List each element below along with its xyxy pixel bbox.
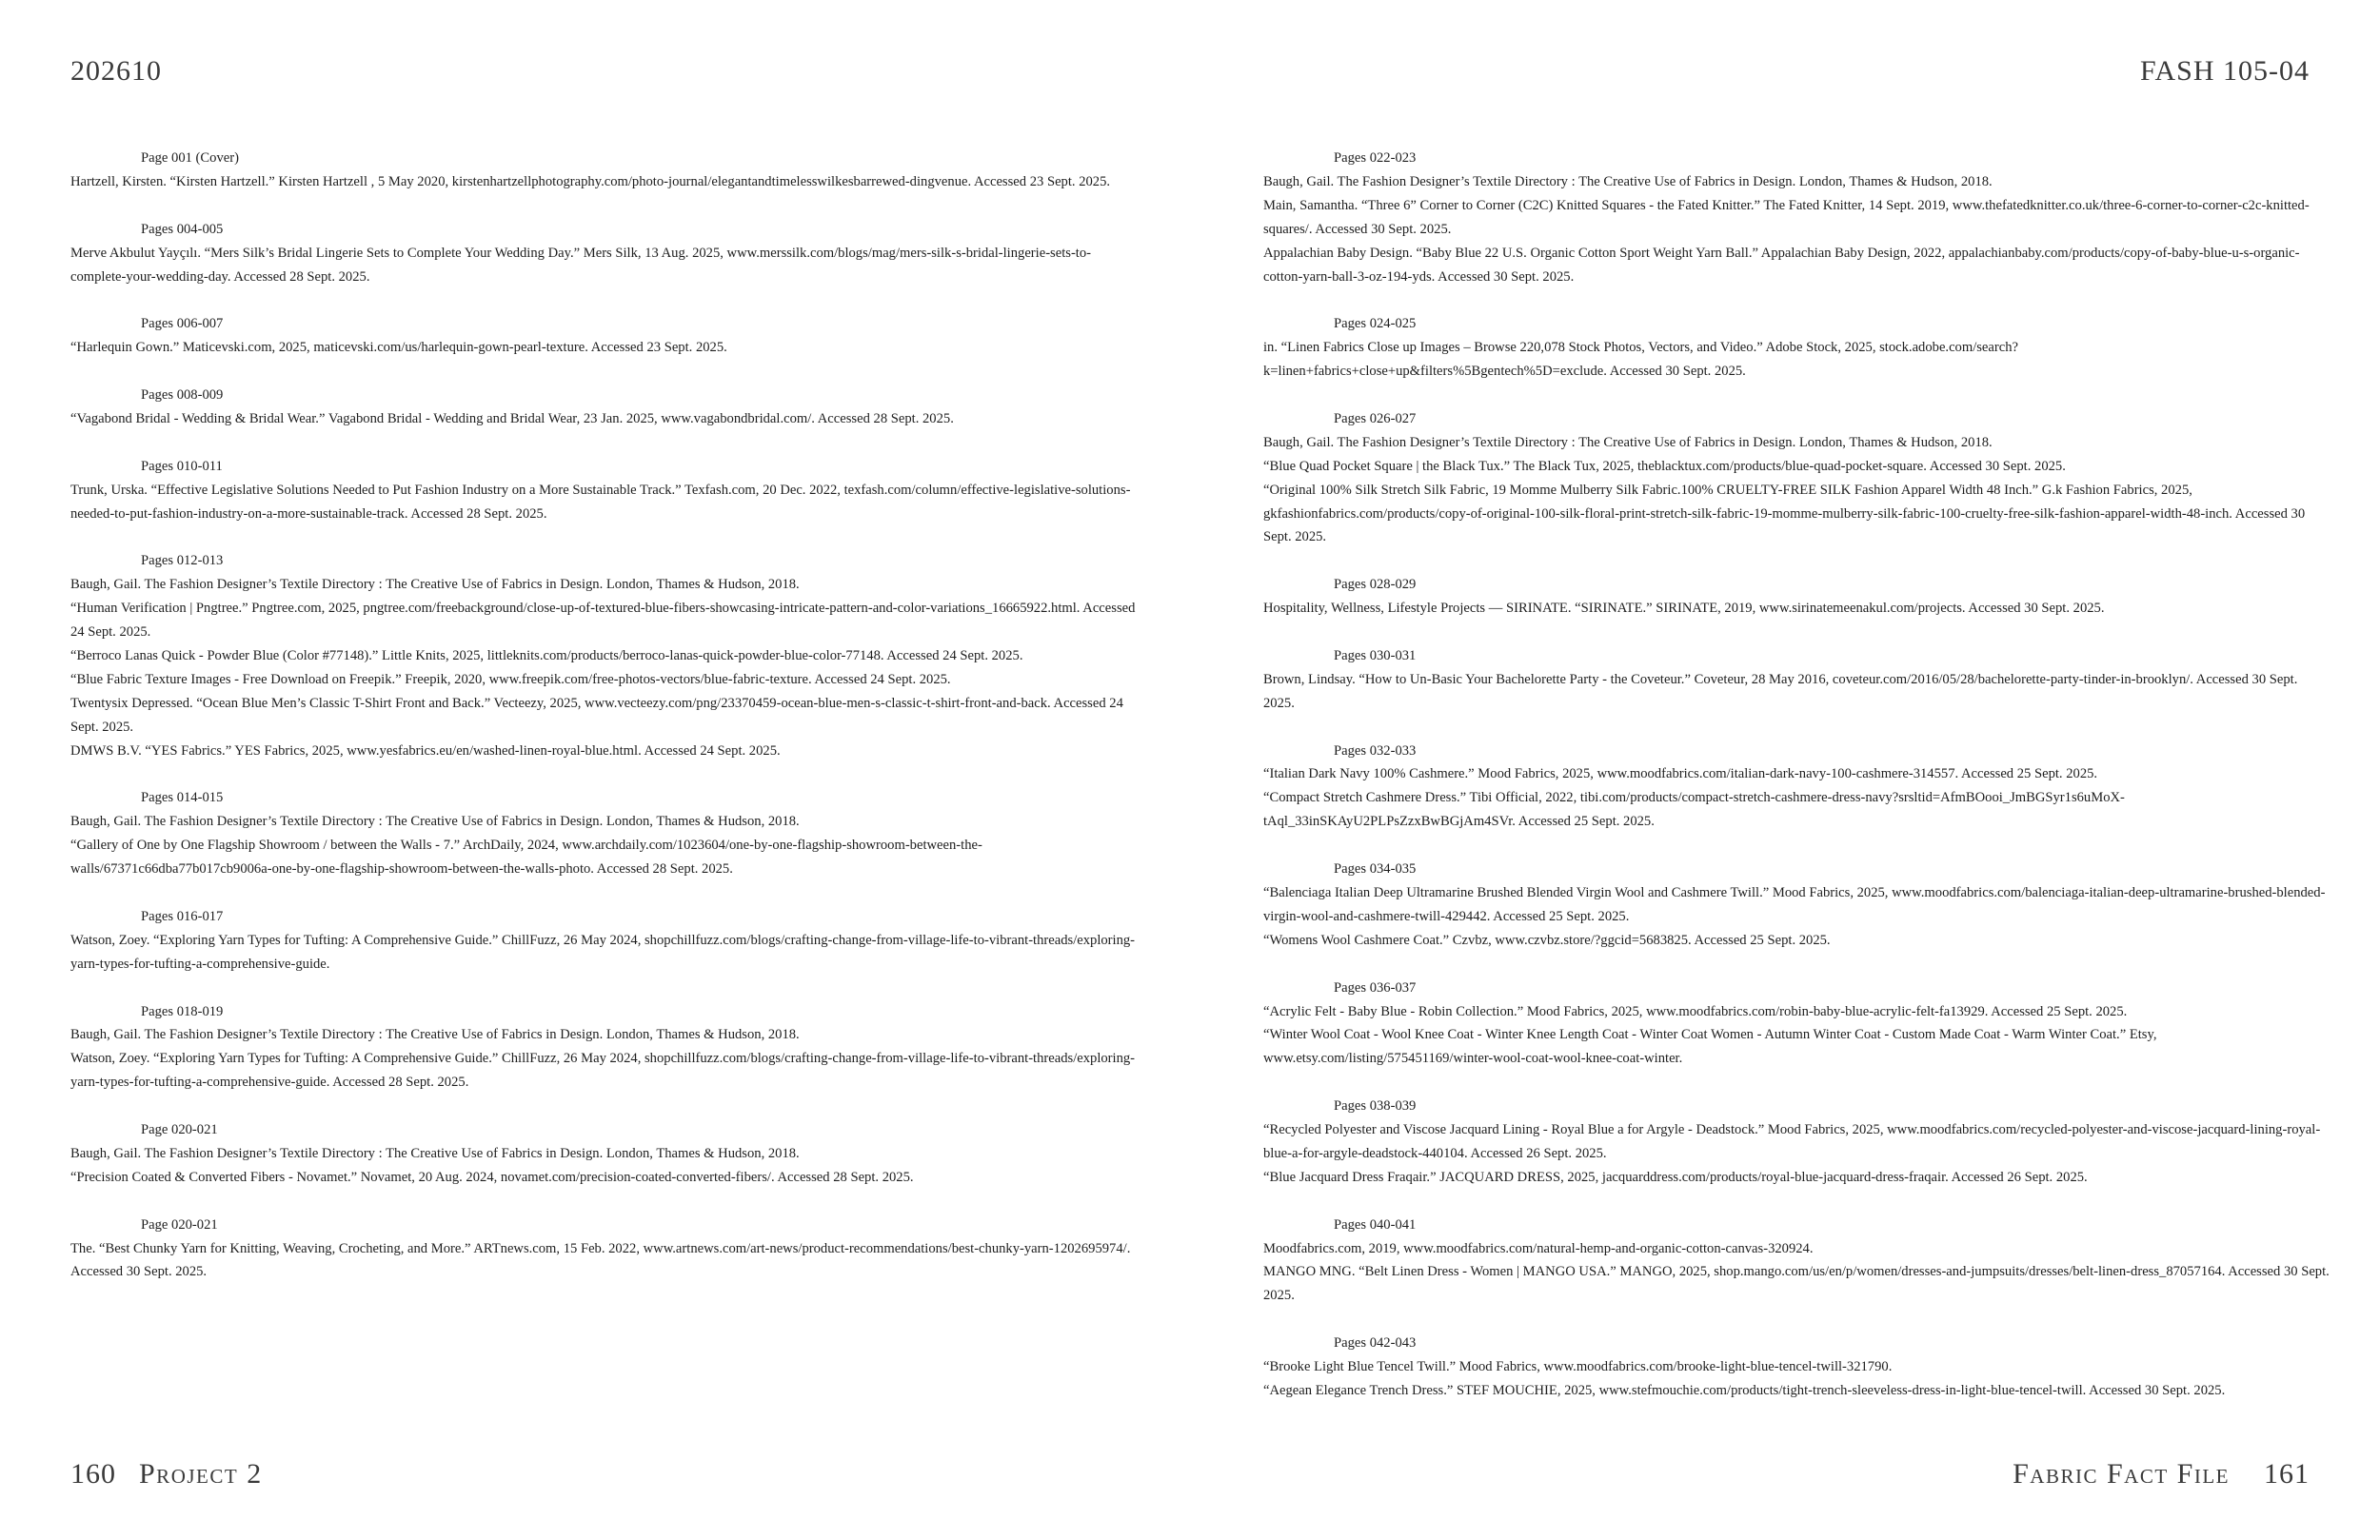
citation-group xyxy=(1263,1095,2330,1190)
document-title: Fabric Fact File xyxy=(2013,1458,2230,1490)
citation-entry: DMWS B.V. “YES Fabrics.” YES Fabrics, 2025, www.yesfabrics.eu/en/washed-linen-royal-blue.html. Accessed 24 Sept. 2025. xyxy=(70,742,781,759)
citation-entry: in. “Linen Fabrics Close up Images – Browse 220,078 Stock Photos, Vectors, and Video.” Adobe Stock, 2025, stock.adobe.com/search?k=linen+fabrics+close+up&filters%5Bgentech%5D=exclude. Accessed 30 Sept. 2025. xyxy=(1263,340,2018,380)
citation-group xyxy=(70,905,1137,977)
citation-group xyxy=(70,786,1137,881)
page-range-heading: Pages 034-035 xyxy=(1334,861,1417,878)
page-range-heading: Pages 042-043 xyxy=(1334,1335,1417,1352)
page-range-heading: Pages 004-005 xyxy=(141,221,224,237)
citation-entry: Watson, Zoey. “Exploring Yarn Types for Tufting: A Comprehensive Guide.” ChillFuzz, 26 May 2024, shopchillfuzz.com/blogs/crafting-change-from-village-life-to-vibrant-threads/exploring-yarn-types-for-tufting-a-comprehensive-guide. Accessed 28 Sept. 2025. xyxy=(70,1051,1136,1091)
citation-group xyxy=(1263,740,2330,835)
citation-group xyxy=(1263,407,2330,549)
citation-group xyxy=(1263,147,2330,288)
page-range-heading: Pages 012-013 xyxy=(141,553,224,569)
page-range-heading: Pages 028-029 xyxy=(1334,577,1417,593)
citation-entry: Trunk, Urska. “Effective Legislative Solutions Needed to Put Fashion Industry on a More Sustainable Track.” Texfash.com, 20 Dec. 2022, texfash.com/column/effective-legislative-solutions-needed-to-put-fashion-industry-on-a-more-sustainable-track. Accessed 28 Sept. 2025. xyxy=(70,482,1131,522)
citation-group xyxy=(70,455,1137,526)
citation-entry: “Berroco Lanas Quick - Powder Blue (Color #77148).” Little Knits, 2025, littleknits.com/products/berroco-lanas-quick-powder-blue-color-77148. Accessed 24 Sept. 2025. xyxy=(70,647,1023,663)
page-range-heading: Pages 008-009 xyxy=(141,387,224,404)
citation-entry: “Precision Coated & Converted Fibers - Novamet.” Novamet, 20 Aug. 2024, novamet.com/precision-coated-converted-fibers/. Accessed 28 Sept. 2025. xyxy=(70,1169,914,1185)
page-range-heading: Pages 032-033 xyxy=(1334,742,1417,759)
page-range-heading: Pages 014-015 xyxy=(141,790,224,806)
page-range-heading: Page 020-021 xyxy=(141,1216,218,1233)
citation-entry: Baugh, Gail. The Fashion Designer’s Textile Directory : The Creative Use of Fabrics in Design. London, Thames & Hudson, 2018. xyxy=(70,1027,800,1043)
citation-entry: Twentysix Depressed. “Ocean Blue Men’s Classic T-Shirt Front and Back.” Vecteezy, 2025, www.vecteezy.com/png/23370459-ocean-blue-men-s-classic-t-shirt-front-and-back. Accessed 24 Sept. 2025. xyxy=(70,695,1123,735)
citation-entry: “Original 100% Silk Stretch Silk Fabric, 19 Momme Mulberry Silk Fabric.100% CRUELTY-FREE SILK Fashion Apparel Width 48 Inch.” G.k Fashion Fabrics, 2025, gkfashionfabrics.com/products/copy-of-original-100-silk-floral-print-stretch-silk-fabric-19-momme-mulberry-silk-fabric-100-cruelty-free-silk-fashion-apparel-width-48-inch. Accessed 30 Sept. 2025. xyxy=(1263,482,2306,545)
citation-group xyxy=(1263,858,2330,953)
citation-entry: Moodfabrics.com, 2019, www.moodfabrics.com/natural-hemp-and-organic-cotton-canvas-320924. xyxy=(1263,1240,1814,1256)
citation-entry: Baugh, Gail. The Fashion Designer’s Textile Directory : The Creative Use of Fabrics in Design. London, Thames & Hudson, 2018. xyxy=(70,1145,800,1161)
citation-entry: “Harlequin Gown.” Maticevski.com, 2025, maticevski.com/us/harlequin-gown-pearl-texture. Accessed 23 Sept. 2025. xyxy=(70,340,727,356)
citation-entry: Baugh, Gail. The Fashion Designer’s Textile Directory : The Creative Use of Fabrics in Design. London, Thames & Hudson, 2018. xyxy=(70,814,800,830)
citation-entry: Baugh, Gail. The Fashion Designer’s Textile Directory : The Creative Use of Fabrics in Design. London, Thames & Hudson, 2018. xyxy=(1263,173,1993,189)
citation-entry: “Blue Fabric Texture Images - Free Download on Freepik.” Freepik, 2020, www.freepik.com/free-photos-vectors/blue-fabric-texture. Accessed 24 Sept. 2025. xyxy=(70,671,951,687)
citation-group xyxy=(70,218,1137,289)
citation-entry: “Gallery of One by One Flagship Showroom / between the Walls - 7.” ArchDaily, 2024, www.archdaily.com/1023604/one-by-one-flagship-showroom-between-the-walls/67371c66dba77b017cb9006a-one-by-one-flagship-showroom-between-the-walls-photo. Accessed 28 Sept. 2025. xyxy=(70,838,982,878)
header-course-section: FASH 105-04 xyxy=(2140,55,2310,87)
citation-entry: “Aegean Elegance Trench Dress.” STEF MOUCHIE, 2025, www.stefmouchie.com/products/tight-trench-sleeveless-dress-in-light-blue-tencel-twill. Accessed 30 Sept. 2025. xyxy=(1263,1382,2226,1398)
citation-entry: “Recycled Polyester and Viscose Jacquard Lining - Royal Blue a for Argyle - Deadstock.” Mood Fabrics, 2025, www.moodfabrics.com/recycled-polyester-and-viscose-jacquard-lining-royal-blue-a-for-argyle-deadstock-440104. Accessed 26 Sept. 2025. xyxy=(1263,1122,2321,1161)
project-title: Project 2 xyxy=(139,1458,263,1490)
citation-entry: The. “Best Chunky Yarn for Knitting, Weaving, Crocheting, and More.” ARTnews.com, 15 Feb. 2022, www.artnews.com/art-news/product-recommendations/best-chunky-yarn-1202695974/. Accessed 30 Sept. 2025. xyxy=(70,1240,1131,1280)
citation-entry: “Winter Wool Coat - Wool Knee Coat - Winter Knee Length Coat - Winter Coat Women - Autumn Winter Coat - Custom Made Coat - Warm Winter Coat.” Etsy, www.etsy.com/listing/575451169/winter-wool-coat-wool-knee-coat-winter. xyxy=(1263,1027,2157,1067)
citation-entry: Brown, Lindsay. “How to Un-Basic Your Bachelorette Party - the Coveteur.” Coveteur, 28 May 2016, coveteur.com/2016/05/28/bachelorette-party-tinder-in-brooklyn/. Accessed 30 Sept. 2025. xyxy=(1263,671,2298,711)
citation-entry: “Womens Wool Cashmere Coat.” Czvbz, www.czvbz.store/?ggcid=5683825. Accessed 25 Sept. 2025. xyxy=(1263,932,1831,948)
right-page-number: 161 xyxy=(2264,1458,2310,1490)
page-range-heading: Pages 010-011 xyxy=(141,458,223,474)
citation-group xyxy=(70,1214,1137,1285)
citation-entry: Baugh, Gail. The Fashion Designer’s Textile Directory : The Creative Use of Fabrics in Design. London, Thames & Hudson, 2018. xyxy=(1263,434,1993,450)
citation-entry: Watson, Zoey. “Exploring Yarn Types for Tufting: A Comprehensive Guide.” ChillFuzz, 26 May 2024, shopchillfuzz.com/blogs/crafting-change-from-village-life-to-vibrant-threads/exploring-yarn-types-for-tufting-a-comprehensive-guide. xyxy=(70,932,1136,972)
page-range-heading: Pages 038-039 xyxy=(1334,1098,1417,1115)
citation-group xyxy=(70,1000,1137,1096)
citation-entry: Merve Akbulut Yayçılı. “Mers Silk’s Bridal Lingerie Sets to Complete Your Wedding Day.” Mers Silk, 13 Aug. 2025, www.merssilk.com/blogs/mag/mers-silk-s-bridal-lingerie-sets-to-complete-your-wedding-day. Accessed 28 Sept. 2025. xyxy=(70,245,1092,285)
page-range-heading: Pages 022-023 xyxy=(1334,150,1417,166)
page-range-heading: Pages 018-019 xyxy=(141,1003,224,1019)
citation-entry: “Compact Stretch Cashmere Dress.” Tibi Official, 2022, tibi.com/products/compact-stretch-cashmere-dress-navy?srsltid=AfmBOooi_JmBGSyr1s6uMoX-tAql_33inSKAyU2PLPsZzxBwBGjAm4SVr. Accessed 25 Sept. 2025. xyxy=(1263,790,2125,830)
citation-group xyxy=(1263,1332,2330,1403)
citation-entry: Hospitality, Wellness, Lifestyle Projects — SIRINATE. “SIRINATE.” SIRINATE, 2019, www.sirinatemeenakul.com/projects. Accessed 30 Sept. 2025. xyxy=(1263,601,2105,617)
citation-entry: MANGO MNG. “Belt Linen Dress - Women | MANGO USA.” MANGO, 2025, shop.mango.com/us/en/p/women/dresses-and-jumpsuits/dresses/belt-linen-dress_87057164. Accessed 30 Sept. 2025. xyxy=(1263,1264,2330,1304)
citation-entry: “Italian Dark Navy 100% Cashmere.” Mood Fabrics, 2025, www.moodfabrics.com/italian-dark-navy-100-cashmere-314557. Accessed 25 Sept. 2025. xyxy=(1263,766,2098,782)
citation-entry: Main, Samantha. “Three 6” Corner to Corner (C2C) Knitted Squares - the Fated Knitter.” The Fated Knitter, 14 Sept. 2019, www.thefatedknitter.co.uk/three-6-corner-to-corner-c2c-knitted-squares/. Accessed 30 Sept. 2025. xyxy=(1263,197,2310,237)
left-page-citations xyxy=(70,147,1137,1308)
citation-group xyxy=(70,1118,1137,1190)
citation-group xyxy=(70,549,1137,762)
citation-entry: “Human Verification | Pngtree.” Pngtree.com, 2025, pngtree.com/freebackground/close-up-of-textured-blue-fibers-showcasing-intricate-pattern-and-color-variations_16665922.html. Accessed 24 Sept. 2025. xyxy=(70,601,1136,641)
citation-entry: “Balenciaga Italian Deep Ultramarine Brushed Blended Virgin Wool and Cashmere Twill.” Mood Fabrics, 2025, www.moodfabrics.com/balenciaga-italian-deep-ultramarine-brushed-blended-virgin-wool-and-cashmere-twill-429442. Accessed 25 Sept. 2025. xyxy=(1263,885,2326,924)
citation-group xyxy=(70,147,1137,194)
citation-entry: “Acrylic Felt - Baby Blue - Robin Collection.” Mood Fabrics, 2025, www.moodfabrics.com/robin-baby-blue-acrylic-felt-fa13929. Accessed 25 Sept. 2025. xyxy=(1263,1003,2128,1019)
left-page-footer xyxy=(70,1458,263,1491)
citation-entry: “Vagabond Bridal - Wedding & Bridal Wear.” Vagabond Bridal - Wedding and Bridal Wear, 23 Jan. 2025, www.vagabondbridal.com/. Accessed 28 Sept. 2025. xyxy=(70,410,954,426)
citation-entry: Appalachian Baby Design. “Baby Blue 22 U.S. Organic Cotton Sport Weight Yarn Ball.” Appalachian Baby Design, 2022, appalachianbaby.com/products/copy-of-baby-blue-u-s-organic-cotton-yarn-ball-3-oz-194-yds. Accessed 30 Sept. 2025. xyxy=(1263,245,2300,285)
right-page-citations xyxy=(1263,147,2330,1427)
page-range-heading: Pages 036-037 xyxy=(1334,979,1417,996)
citation-group xyxy=(1263,1214,2330,1309)
citation-entry: “Blue Jacquard Dress Fraqair.” JACQUARD DRESS, 2025, jacquarddress.com/products/royal-blue-jacquard-dress-fraqair. Accessed 26 Sept. 2025. xyxy=(1263,1169,2088,1185)
page-range-heading: Pages 040-041 xyxy=(1334,1216,1417,1233)
left-page-number: 160 xyxy=(70,1458,116,1490)
page-range-heading: Page 020-021 xyxy=(141,1122,218,1138)
citation-group xyxy=(70,312,1137,360)
citation-entry: “Blue Quad Pocket Square | the Black Tux.” The Black Tux, 2025, theblacktux.com/products/blue-quad-pocket-square. Accessed 30 Sept. 2025. xyxy=(1263,458,2066,474)
page-range-heading: Pages 016-017 xyxy=(141,908,224,924)
page-range-heading: Pages 024-025 xyxy=(1334,316,1417,332)
page-range-heading: Pages 030-031 xyxy=(1334,647,1417,663)
citation-group xyxy=(1263,977,2330,1072)
citation-group xyxy=(1263,644,2330,716)
page-range-heading: Page 001 (Cover) xyxy=(141,150,239,166)
header-course-code: 202610 xyxy=(70,55,162,87)
citation-entry: “Brooke Light Blue Tencel Twill.” Mood Fabrics, www.moodfabrics.com/brooke-light-blue-tencel-twill-321790. xyxy=(1263,1359,1893,1375)
citation-group xyxy=(1263,312,2330,384)
page-range-heading: Pages 026-027 xyxy=(1334,410,1417,426)
citation-group xyxy=(70,384,1137,431)
right-page-footer xyxy=(2013,1458,2310,1491)
citation-entry: Hartzell, Kirsten. “Kirsten Hartzell.” Kirsten Hartzell , 5 May 2020, kirstenhartzellphotography.com/photo-journal/elegantandtimelesswilkesbarrewed-dingvenue. Accessed 23 Sept. 2025. xyxy=(70,173,1111,189)
citation-entry: Baugh, Gail. The Fashion Designer’s Textile Directory : The Creative Use of Fabrics in Design. London, Thames & Hudson, 2018. xyxy=(70,577,800,593)
page-range-heading: Pages 006-007 xyxy=(141,316,224,332)
citation-group xyxy=(1263,573,2330,621)
